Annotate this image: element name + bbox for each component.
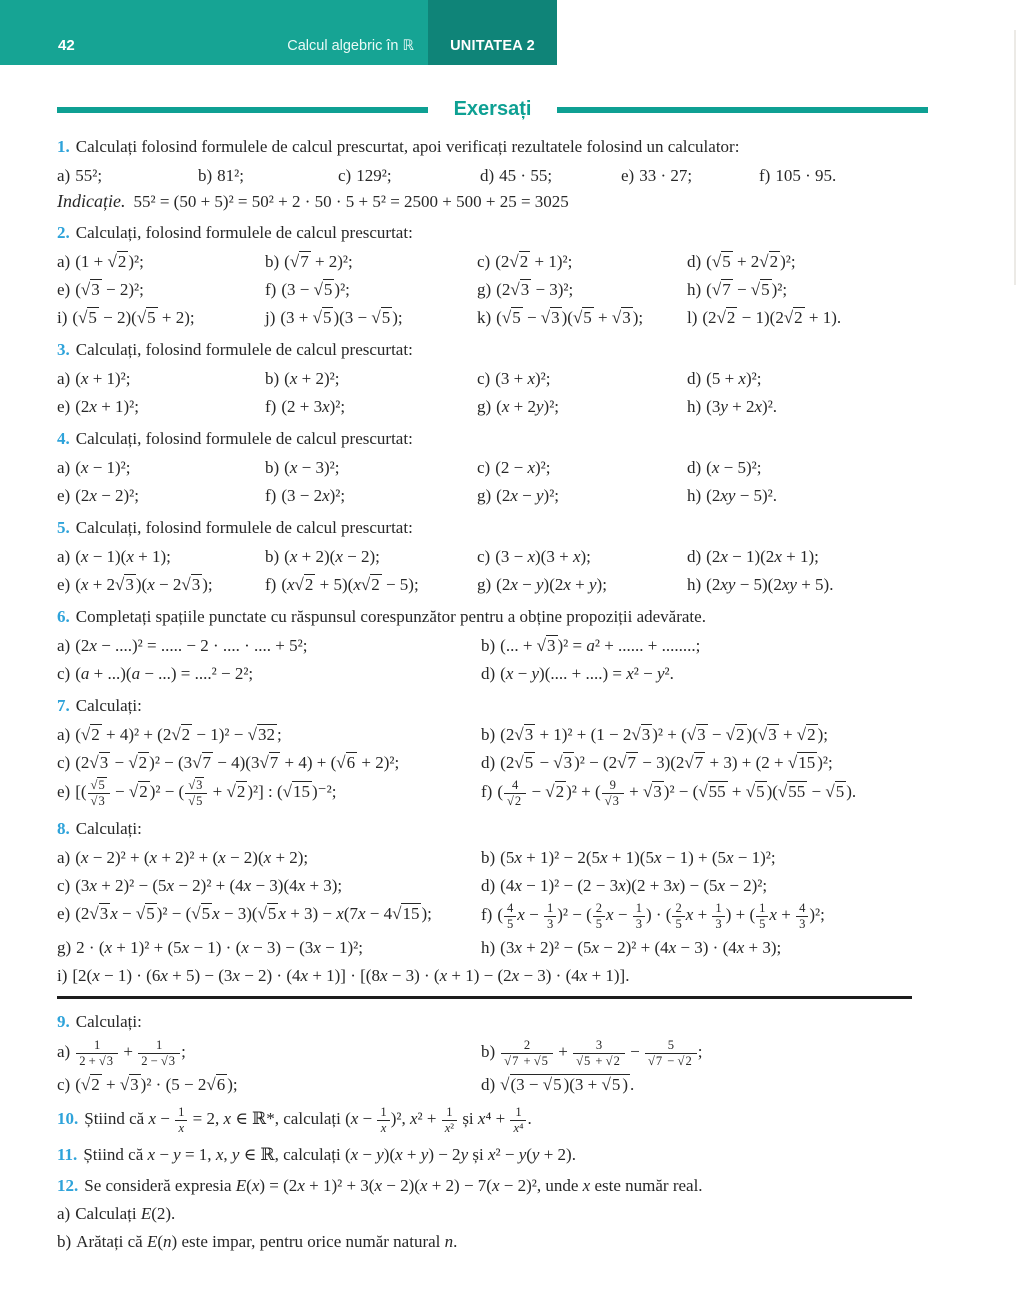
item-label: c) xyxy=(477,251,491,271)
item-label: g) xyxy=(477,396,492,416)
exercise-item xyxy=(57,1200,928,1228)
exercise-header xyxy=(57,337,928,362)
exercise-title: Calculați, folosind formulele de calcul prescurtat: xyxy=(75,429,413,448)
item-label: h) xyxy=(687,396,702,416)
item-formula: (√5 − √3 )(√5 + √3 ); xyxy=(496,307,644,327)
exercise-item xyxy=(265,247,477,275)
item-formula: (x − y)(.... + ....) = x² − y². xyxy=(500,663,674,683)
item-formula: (3 + x)²; xyxy=(495,368,551,388)
exercise-item xyxy=(57,570,265,598)
exercise-header xyxy=(57,1142,928,1167)
exercise-item xyxy=(477,453,687,481)
item-label: d) xyxy=(687,457,702,477)
exercise-number: 9. xyxy=(57,1012,70,1032)
exercise-item xyxy=(759,161,928,189)
exercise-item xyxy=(621,161,759,189)
exercise-statement: Știind că x − y = 1, x, y ∈ ℝ, calculați (x − y)(x + y) − 2y și x² − y(y + 2). xyxy=(83,1144,576,1164)
exercise-item xyxy=(57,303,265,331)
item-label: a) xyxy=(57,165,71,185)
exercise-block xyxy=(57,134,928,214)
item-formula: (x − 1)(x + 1); xyxy=(75,546,171,566)
exercise-title: Calculați: xyxy=(75,696,142,715)
exercise-item xyxy=(57,481,265,509)
exercise-block xyxy=(57,1009,928,1098)
item-label: b) xyxy=(57,1232,72,1252)
item-formula: ( $\frac{4}{√2}$ − √2 )² + ( $\frac{9}{√3}$ + √3 )² − (√55 + √5 )(√55 − √5 ). xyxy=(497,777,857,808)
item-label: f) xyxy=(265,485,277,505)
item-label: c) xyxy=(477,546,491,566)
exercise-title: Calculați, folosind formulele de calcul prescurtat: xyxy=(75,340,413,359)
exercise-header xyxy=(57,1105,928,1136)
exercise-item xyxy=(338,161,480,189)
exercise-item xyxy=(57,161,198,189)
exercise-item xyxy=(57,748,481,776)
item-label: e) xyxy=(57,396,71,416)
item-formula: (2√5 − √3 )² − (2√7 − 3)(2√7 + 3) + (2 + √15 )²; xyxy=(500,752,833,772)
exercise-title: Completați spațiile punctate cu răspunsul corespunzător pentru a obține propoziții adevărate. xyxy=(75,607,706,626)
exercise-item xyxy=(481,776,928,810)
exercise-item xyxy=(57,247,265,275)
item-formula: (3x + 2)² − (5x − 2)² + (4x − 3)(4x + 3); xyxy=(75,875,343,895)
item-formula: Arătați că E(n) este impar, pentru orice număr natural n. xyxy=(76,1232,458,1252)
exercise-item xyxy=(481,871,928,899)
item-label: f) xyxy=(481,782,493,801)
exercise-item xyxy=(481,843,928,871)
item-formula: (2x + 1)²; xyxy=(75,396,140,416)
item-formula: (2x − y)²; xyxy=(496,485,560,505)
exercise-item-grid xyxy=(57,631,928,687)
exercise-block xyxy=(57,1173,928,1256)
item-formula: (√7 + 2)²; xyxy=(284,251,353,271)
item-formula: $\frac{2}{√7 + √5}$ + $\frac{3}{√5 + √2}$ − $\frac{5}{√7 - √2}$ ; xyxy=(500,1042,702,1061)
item-label: d) xyxy=(481,752,496,772)
hint-formula: 55² = (50 + 5)² = 50² + 2 · 50 · 5 + 5² = 2500 + 500 + 25 = 3025 xyxy=(133,192,569,211)
item-label: b) xyxy=(198,165,213,185)
exercise-item xyxy=(57,933,481,961)
exercise-item xyxy=(265,364,477,392)
item-label: d) xyxy=(687,546,702,566)
exercise-item xyxy=(481,933,928,961)
exercise-title: Calculați: xyxy=(75,1012,142,1032)
item-label: c) xyxy=(57,1075,71,1095)
item-formula: (√5 − 2)(√5 + 2); xyxy=(72,307,195,327)
item-formula: 2 · (x + 1)² + (5x − 1) · (x − 3) − (3x − 1)²; xyxy=(76,937,363,957)
exercise-item xyxy=(687,275,928,303)
exercise-number: 4. xyxy=(57,429,70,448)
item-label: a) xyxy=(57,1042,71,1062)
exercise-item xyxy=(687,481,928,509)
exercise-item-grid xyxy=(57,843,928,961)
item-formula: [( $\frac{√5}{√3}$ − √2 )² − ( $\frac{√3}{√5}$ + √2 )²] : (√15 )⁻²; xyxy=(75,777,337,808)
item-label: a) xyxy=(57,635,71,655)
exercise-number: 5. xyxy=(57,518,70,537)
item-label: c) xyxy=(57,875,71,895)
exercise-item-grid xyxy=(57,453,928,509)
item-formula: (3 − √5 )²; xyxy=(281,279,350,299)
exercise-number: 11. xyxy=(57,1144,78,1164)
item-formula: (2 − x)²; xyxy=(495,457,551,477)
item-formula: (x√2 + 5)(x√2 − 5); xyxy=(281,574,419,594)
item-label: a) xyxy=(57,251,71,271)
item-label: b) xyxy=(265,251,280,271)
exercise-item-grid xyxy=(57,1200,928,1256)
item-label: e) xyxy=(57,279,71,299)
exercise-number: 6. xyxy=(57,607,70,626)
item-formula: (x + 2y)²; xyxy=(496,396,560,416)
exercise-item xyxy=(57,720,481,748)
item-formula: √(3 − √5 )(3 + √5 ) . xyxy=(500,1075,635,1095)
item-label: b) xyxy=(481,847,496,867)
unit-badge xyxy=(428,0,557,65)
exercise-block xyxy=(57,693,928,810)
exercise-title: Calculați, folosind formulele de calcul prescurtat: xyxy=(75,518,413,537)
exercise-item xyxy=(265,392,477,420)
item-formula: (x + 2)(x − 2); xyxy=(284,546,380,566)
exercise-header xyxy=(57,1009,928,1034)
item-formula: (x − 3)²; xyxy=(284,457,340,477)
item-formula: (4x − 1)² − (2 − 3x)(2 + 3x) − (5x − 2)²; xyxy=(500,875,768,895)
item-formula: (2x − y)(2x + y); xyxy=(496,574,607,594)
exercise-item-grid xyxy=(57,161,928,189)
item-formula: (2√2 − 1)(2√2 + 1). xyxy=(702,307,842,327)
item-label: k) xyxy=(477,307,492,327)
item-formula: (3y + 2x)². xyxy=(706,396,778,416)
heading-rule-left xyxy=(57,107,428,113)
item-formula: (x − 1)²; xyxy=(75,457,131,477)
item-formula: (√2 + √3 )² · (5 − 2√6 ); xyxy=(75,1075,238,1095)
exercise-block xyxy=(57,1105,928,1136)
exercise-item xyxy=(481,899,928,933)
exercise-block xyxy=(57,220,928,331)
item-label: d) xyxy=(480,165,495,185)
exercise-item xyxy=(481,631,928,659)
exercise-item xyxy=(477,542,687,570)
item-formula: 45 · 55; xyxy=(499,165,553,185)
item-formula: (x − 5)²; xyxy=(706,457,762,477)
exercise-title: Calculați: xyxy=(75,819,142,839)
item-formula: 129²; xyxy=(356,165,392,185)
item-label: b) xyxy=(481,724,496,744)
exercise-item xyxy=(477,247,687,275)
exercise-item xyxy=(477,303,687,331)
page-edge-shadow xyxy=(1014,30,1016,285)
item-formula: (2√3 − 3)²; xyxy=(496,279,574,299)
section-heading xyxy=(57,98,928,121)
item-formula: (3 − 2x)²; xyxy=(281,485,346,505)
item-label: f) xyxy=(481,905,493,925)
chapter-title: Calcul algebric în ℝ xyxy=(287,38,414,54)
item-formula: (... + √3 )² = a² + ...... + ........; xyxy=(500,635,701,655)
item-formula: (2√3 x − √5 )² − (√5 x − 3)(√5 x + 3) − x(7x − 4√15 ); xyxy=(75,903,432,923)
exercise-header xyxy=(57,1173,928,1198)
exercise-item xyxy=(687,364,928,392)
exercise-item xyxy=(57,1036,481,1070)
exercise-header xyxy=(57,816,928,841)
exercise-item xyxy=(57,392,265,420)
item-label: h) xyxy=(687,279,702,299)
exercise-item xyxy=(265,542,477,570)
item-formula: (2√3 + 1)² + (1 − 2√3 )² + (√3 − √2 )(√3 + √2 ); xyxy=(500,724,829,744)
exercise-item xyxy=(477,481,687,509)
item-label: d) xyxy=(481,663,496,683)
exercise-number: 2. xyxy=(57,223,70,242)
exercise-item xyxy=(477,392,687,420)
exercise-title: Calculați, folosind formulele de calcul prescurtat: xyxy=(75,223,413,242)
exercise-item xyxy=(687,247,928,275)
exercise-item xyxy=(57,961,928,989)
exercise-item-grid xyxy=(57,247,928,331)
item-label: b) xyxy=(481,635,496,655)
header-band xyxy=(0,0,557,65)
exercise-header xyxy=(57,134,928,159)
exercise-item xyxy=(481,1071,928,1099)
exercise-item xyxy=(57,631,481,659)
exercise-item xyxy=(687,392,928,420)
item-label: a) xyxy=(57,724,71,744)
exercise-item xyxy=(57,776,481,810)
item-label: l) xyxy=(687,307,698,327)
exercise-item xyxy=(57,1228,928,1256)
item-formula: (a + ...)(a − ...) = ....² − 2²; xyxy=(75,663,254,683)
item-label: b) xyxy=(481,1042,496,1062)
exercise-item xyxy=(687,453,928,481)
exercise-header xyxy=(57,604,928,629)
item-formula: (x + 1)²; xyxy=(75,368,131,388)
item-label: h) xyxy=(481,937,496,957)
item-label: c) xyxy=(57,663,71,683)
exercise-item xyxy=(265,275,477,303)
exercise-item xyxy=(198,161,338,189)
exercise-block xyxy=(57,426,928,509)
item-label: d) xyxy=(687,368,702,388)
item-label: a) xyxy=(57,546,71,566)
exercise-number: 10. xyxy=(57,1109,79,1129)
item-label: c) xyxy=(338,165,352,185)
item-label: f) xyxy=(265,574,277,594)
exercise-item xyxy=(57,453,265,481)
exercise-item xyxy=(477,364,687,392)
item-formula: (2xy − 5)². xyxy=(706,485,778,505)
exercise-block xyxy=(57,1142,928,1167)
item-formula: (2xy − 5)(2xy + 5). xyxy=(706,574,834,594)
item-formula: (2x − 1)(2x + 1); xyxy=(706,546,819,566)
item-formula: ( $\frac{4}{5}$ x − $\frac{1}{3}$ )² − ( $\frac{2}{5}$ x − $\frac{1}{3}$ ) · ( $\frac{2}{5}$ x + $\frac{1}{3}$ ) + ( $\frac{1}{5}$ x + $\frac{4}{3}$ )²; xyxy=(497,900,825,931)
exercise-item xyxy=(57,871,481,899)
item-formula: $\frac{1}{2 + √3}$ + $\frac{1}{2 - √3}$ ; xyxy=(75,1042,186,1061)
item-formula: (2x − 2)²; xyxy=(75,485,140,505)
exercise-item xyxy=(480,161,621,189)
exercise-header xyxy=(57,426,928,451)
exercise-item-grid xyxy=(57,542,928,598)
item-formula: (3 + √5 )(3 − √5 ); xyxy=(280,307,403,327)
item-formula: (x + 2)²; xyxy=(284,368,340,388)
item-label: e) xyxy=(57,782,71,801)
item-label: b) xyxy=(265,368,280,388)
exercise-number: 3. xyxy=(57,340,70,359)
item-label: c) xyxy=(477,457,491,477)
section-title: Exersați xyxy=(453,98,532,120)
exercise-item xyxy=(481,659,928,687)
item-formula: (3 − x)(3 + x); xyxy=(495,546,591,566)
exercise-block xyxy=(57,816,928,999)
item-formula: (√2 + 4)² + (2√2 − 1)² − √32 ; xyxy=(75,724,282,744)
exercise-item xyxy=(477,275,687,303)
exercise-item xyxy=(57,1071,481,1099)
item-label: i) xyxy=(57,307,68,327)
exercise-block xyxy=(57,515,928,598)
item-label: g) xyxy=(477,279,492,299)
exercise-block xyxy=(57,337,928,420)
exercise-number: 7. xyxy=(57,696,70,715)
exercise-item xyxy=(265,481,477,509)
item-formula: [2(x − 1) · (6x + 5) − (3x − 2) · (4x + 1)] · [(8x − 3) · (x + 1) − (2x − 3) · (4x + 1)]. xyxy=(72,965,630,985)
exercise-statement: Se consideră expresia E(x) = (2x + 1)² + 3(x − 2)(x + 2) − 7(x − 2)², unde x este număr real. xyxy=(84,1175,703,1195)
exercise-item xyxy=(481,748,928,776)
item-label: c) xyxy=(57,752,71,772)
item-formula: (x + 2√3 )(x − 2√3 ); xyxy=(75,574,213,594)
exercise-item xyxy=(265,303,477,331)
exercise-item xyxy=(265,453,477,481)
hint-label: Indicație. xyxy=(57,191,126,211)
item-label: c) xyxy=(477,368,491,388)
item-formula: (√7 − √5 )²; xyxy=(706,279,788,299)
exercise-item-grid xyxy=(57,961,928,989)
item-formula: (2 + 3x)²; xyxy=(281,396,346,416)
exercise-item xyxy=(477,570,687,598)
exercise-item xyxy=(265,570,477,598)
exercise-item-grid xyxy=(57,1036,928,1098)
item-label: g) xyxy=(477,574,492,594)
exercise-item xyxy=(481,720,928,748)
exercise-title: Calculați folosind formulele de calcul prescurtat, apoi verificați rezultatele folosind un calculator: xyxy=(75,137,740,156)
page-number: 42 xyxy=(58,37,75,54)
item-formula: Calculați E(2). xyxy=(75,1204,176,1224)
exercise-number: 8. xyxy=(57,819,70,839)
exercise-item xyxy=(687,570,928,598)
unit-label: UNITATEA 2 xyxy=(450,38,535,54)
item-label: a) xyxy=(57,457,71,477)
hint-line xyxy=(57,189,928,214)
item-label: e) xyxy=(57,903,71,923)
exercise-item xyxy=(57,364,265,392)
item-label: g) xyxy=(477,485,492,505)
exercise-item xyxy=(687,303,928,331)
item-label: g) xyxy=(57,937,72,957)
exercise-item xyxy=(57,275,265,303)
item-formula: (5 + x)²; xyxy=(706,368,762,388)
exercise-item xyxy=(57,659,481,687)
item-label: d) xyxy=(481,1075,496,1095)
item-label: b) xyxy=(265,457,280,477)
exercise-item xyxy=(57,542,265,570)
exercise-number: 1. xyxy=(57,137,70,156)
exercise-item-grid xyxy=(57,364,928,420)
exercise-item xyxy=(57,843,481,871)
item-label: a) xyxy=(57,1204,71,1224)
item-label: e) xyxy=(621,165,635,185)
item-label: f) xyxy=(265,279,277,299)
item-formula: (1 + √2 )²; xyxy=(75,251,144,271)
item-label: e) xyxy=(57,574,71,594)
item-label: f) xyxy=(759,165,771,185)
item-label: d) xyxy=(687,251,702,271)
item-formula: (x − 2)² + (x + 2)² + (x − 2)(x + 2); xyxy=(75,847,309,867)
divider-rule xyxy=(57,996,912,999)
exercise-item xyxy=(481,1036,928,1070)
heading-rule-right xyxy=(557,107,928,113)
item-formula: (3x + 2)² − (5x − 2)² + (4x − 3) · (4x + 3); xyxy=(500,937,782,957)
item-label: h) xyxy=(687,485,702,505)
item-formula: (2x − ....)² = ..... − 2 · .... · .... + 5²; xyxy=(75,635,308,655)
item-formula: 33 · 27; xyxy=(639,165,693,185)
item-label: h) xyxy=(687,574,702,594)
exercise-statement: Știind că x − $\frac{1}{x}$ = 2, x ∈ ℝ*, calculați (x − $\frac{1}{x}$ )², x² + $\frac{1}{\text{x²}}$ și x⁴ + $\frac{1}{\text{x⁴}}$ . xyxy=(84,1104,532,1135)
item-formula: 105 · 95. xyxy=(775,165,837,185)
exercise-list xyxy=(0,134,1024,1256)
item-formula: (2√2 + 1)²; xyxy=(495,251,573,271)
item-label: e) xyxy=(57,485,71,505)
item-label: d) xyxy=(481,875,496,895)
exercise-header xyxy=(57,515,928,540)
exercise-item xyxy=(687,542,928,570)
item-formula: (2√3 − √2 )² − (3√7 − 4)(3√7 + 4) + (√6 + 2)²; xyxy=(75,752,400,772)
item-label: i) xyxy=(57,965,68,985)
item-formula: (√3 − 2)²; xyxy=(75,279,144,299)
item-label: a) xyxy=(57,847,71,867)
header-band-light xyxy=(0,0,428,65)
item-formula: 55²; xyxy=(75,165,103,185)
item-formula: 81²; xyxy=(217,165,244,185)
item-formula: (5x + 1)² − 2(5x + 1)(5x − 1) + (5x − 1)²; xyxy=(500,847,776,867)
item-label: j) xyxy=(265,307,276,327)
exercise-item-grid xyxy=(57,720,928,810)
item-label: f) xyxy=(265,396,277,416)
exercise-header xyxy=(57,693,928,718)
exercise-item xyxy=(57,899,481,933)
item-label: a) xyxy=(57,368,71,388)
exercise-number: 12. xyxy=(57,1175,79,1195)
item-label: b) xyxy=(265,546,280,566)
exercise-header xyxy=(57,220,928,245)
exercise-block xyxy=(57,604,928,687)
item-formula: (√5 + 2√2 )²; xyxy=(706,251,796,271)
